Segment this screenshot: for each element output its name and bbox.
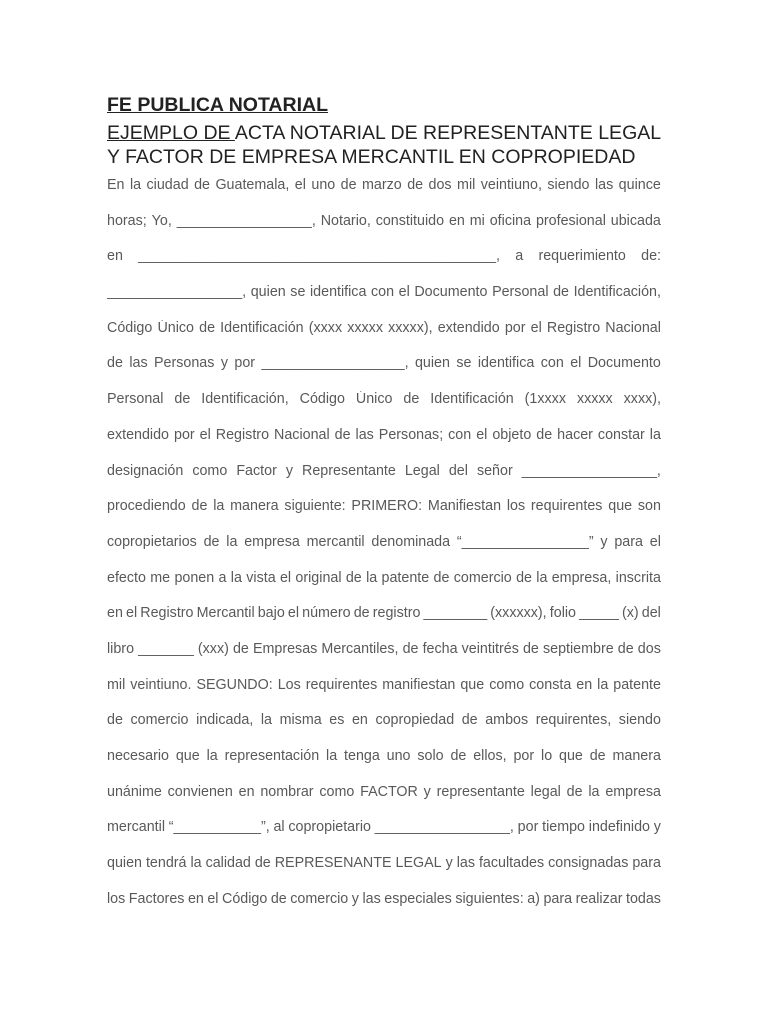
- body-line: mercantil “___________”, al copropietario _________________, por tiempo indefinido y: [107, 819, 661, 836]
- body-line: libro _______ (xxx) de Empresas Mercantiles, de fecha veintitrés de septiembre de dos: [107, 640, 661, 657]
- body-line: quien tendrá la calidad de REPRESENANTE LEGAL y las facultades consignadas para: [107, 855, 661, 872]
- body-line: En la ciudad de Guatemala, el uno de marzo de dos mil veintiuno, siendo las quince: [107, 177, 661, 193]
- body-line: de comercio indicada, la misma es en copropiedad de ambos requirentes, siendo: [107, 712, 661, 729]
- body-line: _________________, quien se identifica con el Documento Personal de Identificación,: [107, 284, 661, 301]
- subtitle-rest: ACTA NOTARIAL DE REPRESENTANTE LEGAL Y FACTOR DE EMPRESA MERCANTIL EN COPROPIEDAD: [107, 122, 661, 168]
- body-line: designación como Factor y Representante Legal del señor _________________,: [107, 462, 661, 479]
- body-line: extendido por el Registro Nacional de las Personas; con el objeto de hacer constar la: [107, 426, 661, 443]
- body-line: efecto me ponen a la vista el original de la patente de comercio de la empresa, inscrita: [107, 569, 661, 586]
- subtitle-underlined-part: EJEMPLO DE: [107, 122, 235, 144]
- document-body: [107, 177, 661, 926]
- body-line: horas; Yo, _________________, Notario, constituido en mi oficina profesional ubicada: [107, 212, 661, 229]
- body-line: de las Personas y por __________________, quien se identifica con el Documento: [107, 355, 661, 372]
- body-line: Código Único de Identificación (xxxx xxxxx xxxxx), extendido por el Registro Nacional: [107, 319, 661, 336]
- body-line: los Factores en el Código de comercio y las especiales siguientes: a) para realizar todas: [107, 890, 661, 907]
- document-title: FE PUBLICA NOTARIAL: [107, 94, 328, 116]
- body-line: unánime convienen en nombrar como FACTOR y representante legal de la empresa: [107, 783, 661, 800]
- document-subtitle: [107, 121, 661, 169]
- document-page: [107, 92, 661, 926]
- body-line: mil veintiuno. SEGUNDO: Los requirentes manifiestan que como consta en la patente: [107, 676, 661, 693]
- body-line: en _____________________________________________, a requerimiento de:: [107, 248, 661, 265]
- body-line: necesario que la representación la tenga uno solo de ellos, por lo que de manera: [107, 748, 661, 764]
- body-line: Personal de Identificación, Código Único de Identificación (1xxxx xxxxx xxxx),: [107, 391, 661, 408]
- body-line: en el Registro Mercantil bajo el número de registro ________ (xxxxxx), folio _____ (x) del: [107, 605, 661, 622]
- body-line: copropietarios de la empresa mercantil denominada “________________” y para el: [107, 533, 661, 550]
- body-line: procediendo de la manera siguiente: PRIMERO: Manifiestan los requirentes que son: [107, 498, 661, 515]
